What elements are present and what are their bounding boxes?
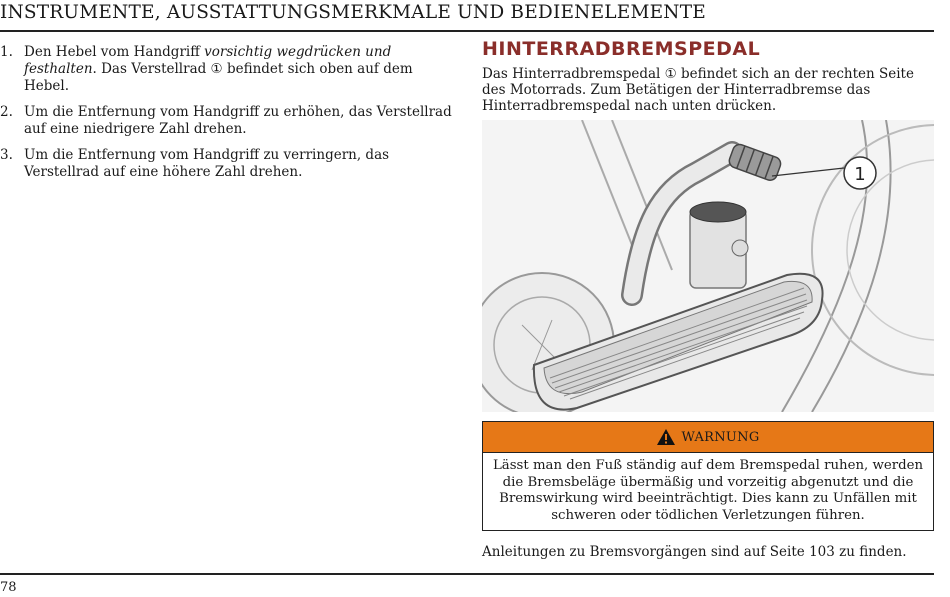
figure-callout-number: 1 xyxy=(854,164,866,185)
warning-title: WARNUNG xyxy=(681,429,760,445)
step-item xyxy=(0,44,460,95)
section-intro: Das Hinterradbremspedal ① befindet sich an der rechten Seite des Motorrads. Zum Betätigen der Hinterradbremse das Hinterradbremspedal nach unten drücken. xyxy=(482,66,914,114)
step-item xyxy=(0,147,460,181)
section-title: HINTERRADBREMSPEDAL xyxy=(482,38,761,60)
page-number: 78 xyxy=(0,580,17,595)
step-number: 1. xyxy=(0,44,13,60)
brake-pedal-illustration xyxy=(482,120,934,412)
step-text-suffix: . Das Verstellrad ① befindet sich oben auf dem Hebel. xyxy=(24,61,413,94)
step-text-prefix: Den Hebel vom Handgriff xyxy=(24,44,205,60)
page-header-title: INSTRUMENTE, AUSSTATTUNGSMERKMALE UND BEDIENELEMENTE xyxy=(0,2,706,23)
brake-reference-note: Anleitungen zu Bremsvorgängen sind auf Seite 103 zu finden. xyxy=(482,544,907,560)
footer-divider xyxy=(0,573,934,575)
warning-text: Lässt man den Fuß ständig auf dem Bremspedal ruhen, werden die Bremsbeläge übermäßig und vorzeitig abgenutzt und die Bremswirkung wird beeinträchtigt. Dies kann zu Unfällen mit schweren oder tödlichen Verletzungen führen. xyxy=(492,458,924,523)
step-number: 3. xyxy=(0,147,13,163)
step-item xyxy=(0,104,460,138)
instruction-steps xyxy=(0,44,460,190)
warning-box xyxy=(482,421,934,531)
warning-triangle-icon xyxy=(656,428,676,446)
step-number: 2. xyxy=(0,104,13,120)
step-text-emphasis: vorsichtig wegdrücken und festhalten xyxy=(24,44,392,77)
warning-header xyxy=(483,422,933,453)
step-text: Um die Entfernung vom Handgriff zu verringern, das Verstellrad auf eine höhere Zahl drehen. xyxy=(24,147,390,180)
step-text: Um die Entfernung vom Handgriff zu erhöhen, das Verstellrad auf eine niedrigere Zahl drehen. xyxy=(24,104,452,137)
section-brake-pedal xyxy=(482,38,937,114)
brake-pedal-drawing xyxy=(482,120,934,412)
header-divider xyxy=(0,30,934,32)
